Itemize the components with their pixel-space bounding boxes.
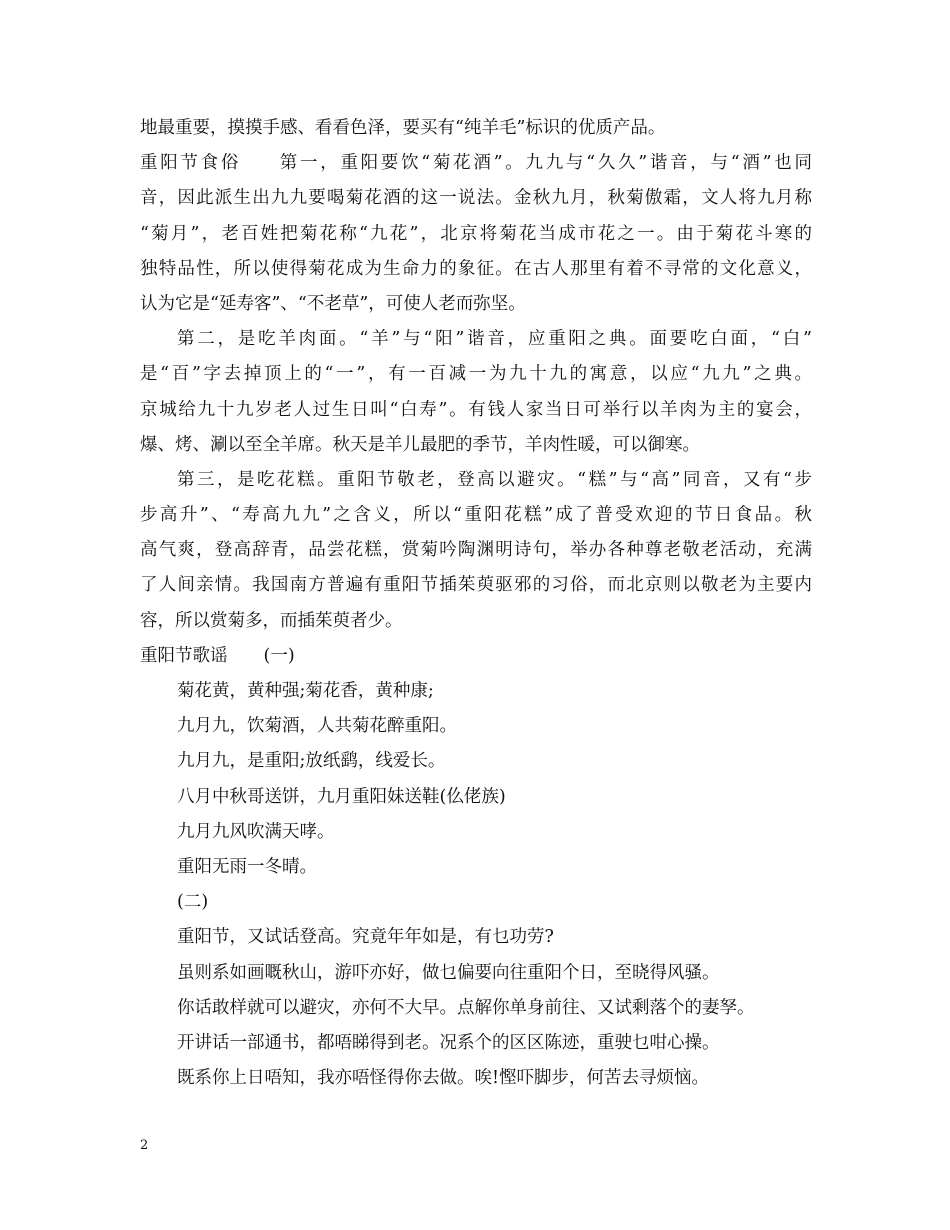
section-heading-line [140, 639, 812, 674]
text-line [140, 604, 812, 639]
line-text: 音，因此派生出九九要喝菊花酒的这一说法。金秋九月，秋菊傲霜，文人将九月称 [140, 188, 812, 209]
text-line [140, 287, 812, 322]
line-text: 重阳节，又试话登高。究竟年年如是，有乜功劳? [177, 927, 554, 948]
text-line [140, 709, 812, 744]
text-line [140, 1061, 812, 1096]
line-text: 虽则系如画嘅秋山，游吓亦好，做乜偏要向往重阳个日，至晓得风骚。 [177, 962, 720, 983]
line-text: 九月九，是重阳;放纸鹞，线爱长。 [177, 751, 446, 772]
text-line [140, 322, 812, 357]
text-line [140, 744, 812, 779]
line-text: 爆、烤、涮以至全羊席。秋天是羊儿最肥的季节，羊肉性暖，可以御寒。 [140, 434, 700, 455]
section-heading-line [140, 146, 812, 181]
text-line [140, 533, 812, 568]
line-text: 独特品性，所以使得菊花成为生命力的象征。在古人那里有着不寻常的文化意义， [140, 258, 812, 279]
line-text: 高气爽，登高辞青，品尝花糕，赏菊吟陶渊明诗句，举办各种尊老敬老活动，充满 [140, 540, 812, 561]
text-line [140, 956, 812, 991]
line-text: 既系你上日唔知，我亦唔怪得你去做。唉!慳吓脚步，何苦去寻烦恼。 [177, 1068, 710, 1089]
line-text: 京城给九十九岁老人过生日叫“白寿”。有钱人家当日可举行以羊肉为主的宴会， [140, 399, 812, 420]
text-line [140, 991, 812, 1026]
line-text: 容，所以赏菊多，而插茱萸者少。 [140, 610, 403, 631]
line-text: 菊花黄，黄种强;菊花香，黄种康; [177, 681, 434, 701]
line-text: “菊月”，老百姓把菊花称“九花”，北京将菊花当成市花之一。由于菊花斗寒的 [140, 223, 812, 244]
text-line [140, 393, 812, 428]
section-heading: 重阳节食俗 [140, 153, 242, 174]
line-text: 第三，是吃花糕。重阳节敬老，登高以避灾。“糕”与“高”同音，又有“步 [177, 469, 812, 490]
text-line [140, 885, 812, 920]
text-line [140, 428, 812, 463]
text-line [140, 674, 812, 709]
text-line [140, 1026, 812, 1061]
page-number: 2 [140, 1138, 149, 1153]
line-text: 地最重要，摸摸手感、看看色泽，要买有“纯羊毛”标识的优质产品。 [140, 118, 666, 138]
text-line [140, 568, 812, 603]
line-text: 第一，重阳要饮“菊花酒”。九九与“久久”谐音，与“酒”也同 [277, 153, 812, 174]
line-text: (二) [177, 892, 209, 913]
line-text: 九月九，饮菊酒，人共菊花醉重阳。 [177, 716, 457, 737]
text-line [140, 780, 812, 815]
text-line [140, 850, 812, 885]
text-line [140, 357, 812, 392]
text-line [140, 815, 812, 850]
text-line [140, 498, 812, 533]
line-text: 你话敢样就可以避灾，亦何不大早。点解你单身前往、又试剩落个的妻孥。 [177, 997, 755, 1018]
line-text: (一) [263, 645, 295, 666]
text-line [140, 920, 812, 955]
line-text: 步高升”、“寿高九九”之含义，所以“重阳花糕”成了普受欢迎的节日食品。秋 [140, 505, 812, 526]
line-text: 是“百”字去掉顶上的“一”，有一百减一为九十九的寓意，以应“九九”之典。 [140, 364, 812, 385]
line-text: 九月九风吹满天哮。 [177, 821, 335, 842]
text-line [140, 111, 812, 146]
text-line [140, 252, 812, 287]
line-text: 八月中秋哥送饼，九月重阳妹送鞋(仫佬族) [177, 786, 506, 807]
line-text: 了人间亲情。我国南方普遍有重阳节插茱萸驱邪的习俗，而北京则以敬老为主要内 [140, 575, 812, 596]
line-text: 开讲话一部通书，都唔睇得到老。况系个的区区陈迹，重驶乜咁心操。 [177, 1032, 720, 1053]
document-body [140, 111, 812, 1096]
section-heading: 重阳节歌谣 [140, 645, 228, 666]
line-text: 认为它是“延寿客”、“不老草”，可使人老而弥坚。 [140, 293, 526, 314]
text-line [140, 217, 812, 252]
text-line [140, 181, 812, 216]
text-line [140, 463, 812, 498]
line-text: 第二，是吃羊肉面。“羊”与“阳”谐音，应重阳之典。面要吃白面，“白” [177, 329, 812, 350]
line-text: 重阳无雨一冬晴。 [177, 856, 317, 877]
